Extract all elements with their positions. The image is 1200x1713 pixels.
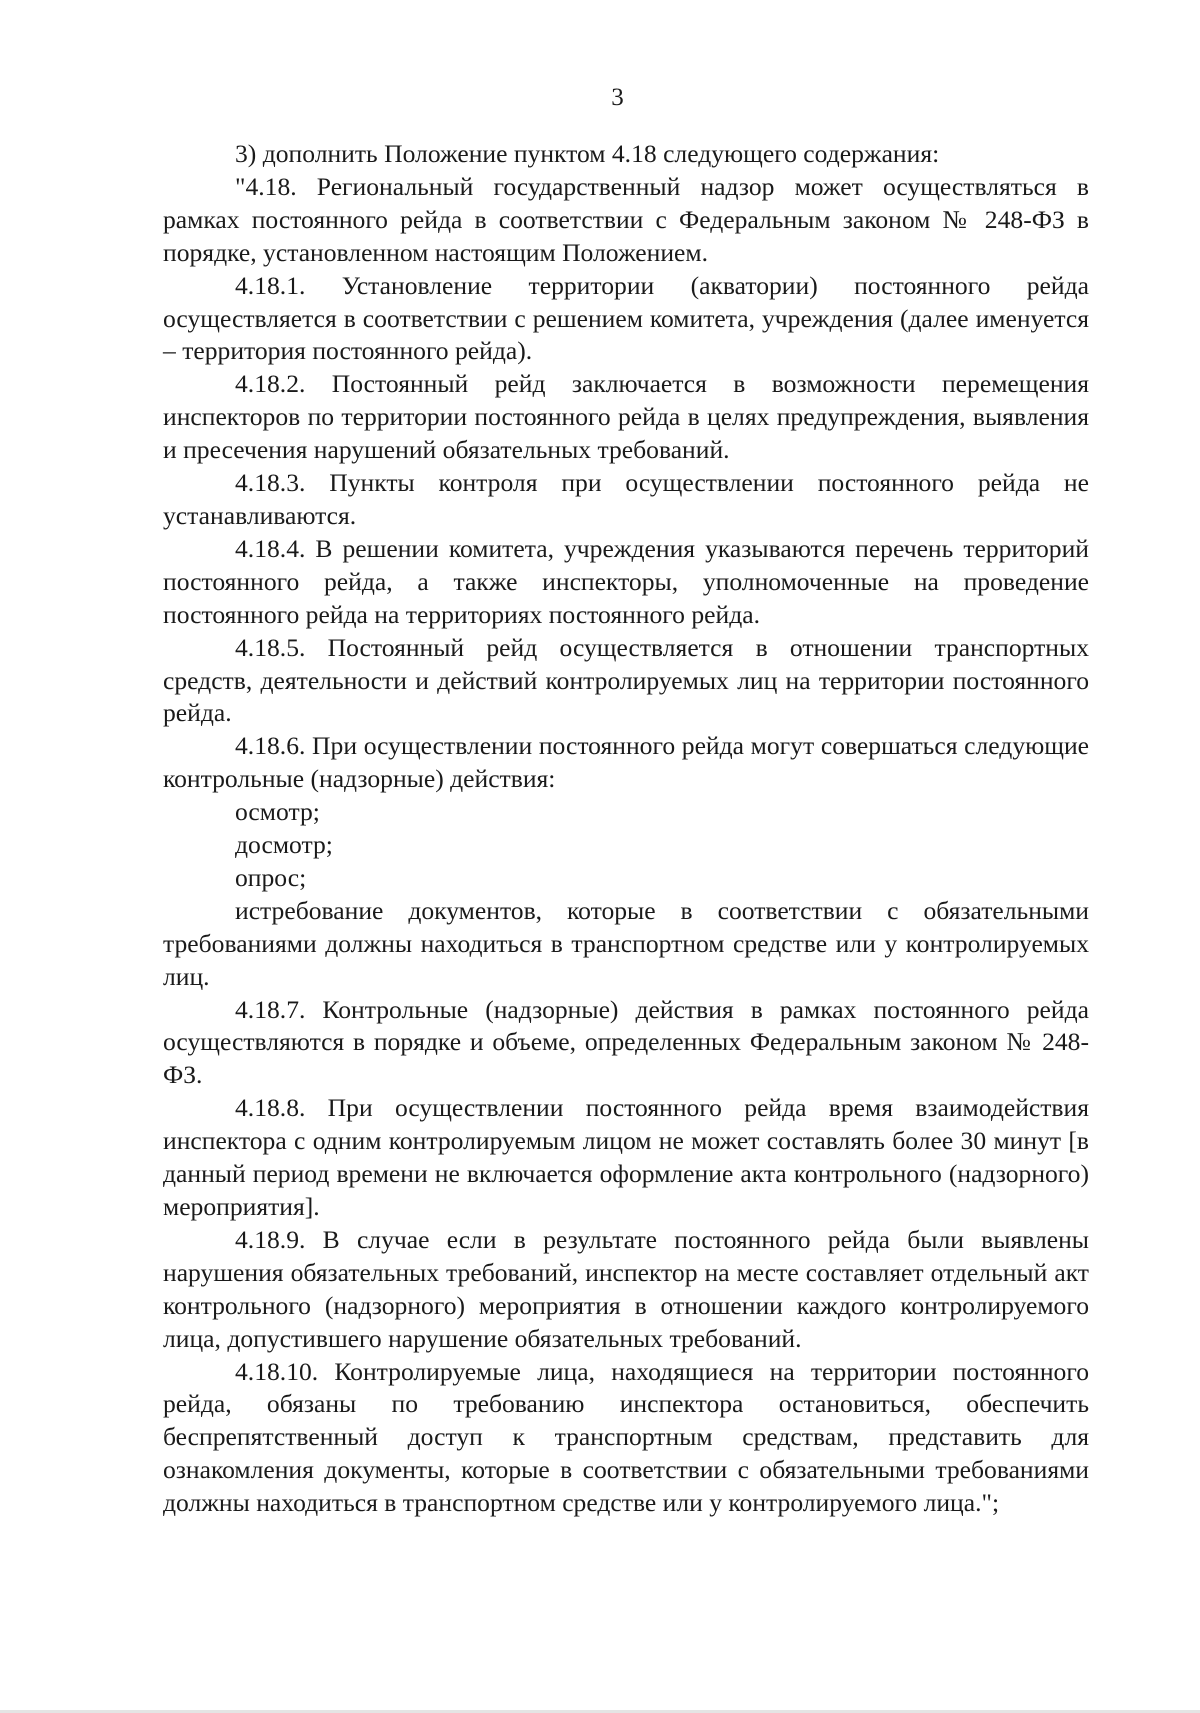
paragraph-4-18-1: 4.18.1. Установление территории (акватории) постоянного рейда осуществляется в соответствии с решением комитета, учреждения (далее именуется – территория постоянного рейда).	[163, 270, 1089, 366]
page-number: 3	[611, 84, 624, 111]
list-item-document-request: истребование документов, которые в соответствии с обязательными требованиями должны находиться в транспортном средстве или у контролируемых лиц.	[163, 895, 1089, 991]
paragraph-4-18-3: 4.18.3. Пункты контроля при осуществлении постоянного рейда не устанавливаются.	[163, 468, 1089, 530]
list-item-inspection: осмотр;	[235, 797, 320, 827]
paragraph-4-18-8: 4.18.8. При осуществлении постоянного рейда время взаимодействия инспектора с одним контролируемым лицом не может составлять более 30 минут [в данный период времени не включается оформление акта контрольного (надзорного) мероприятия].	[163, 1093, 1089, 1221]
paragraph-amendment-intro: 3) дополнить Положение пунктом 4.18 следующего содержания:	[235, 139, 940, 168]
paragraph-4-18-9: 4.18.9. В случае если в результате постоянного рейда были выявлены нарушения обязательных требований, инспектор на месте составляет отдельный акт контрольного (надзорного) мероприятия в отношении каждого контролируемого лица, допустившего нарушение обязательных требований.	[163, 1224, 1089, 1353]
paragraph-4-18-2: 4.18.2. Постоянный рейд заключается в возможности перемещения инспекторов по территории постоянного рейда в целях предупреждения, выявления и пресечения нарушений обязательных требований.	[163, 369, 1089, 465]
paragraph-4-18-6: 4.18.6. При осуществлении постоянного рейда могут совершаться следующие контрольные (надзорные) действия:	[163, 731, 1089, 794]
paragraph-4-18-4: 4.18.4. В решении комитета, учреждения указываются перечень территорий постоянного рейда, а также инспекторы, уполномоченные на проведение постоянного рейда на территориях постоянного рейда.	[163, 533, 1089, 629]
list-item-search: досмотр;	[235, 830, 333, 860]
document-body	[163, 138, 1089, 1520]
paragraph-4-18-10: 4.18.10. Контролируемые лица, находящиеся на территории постоянного рейда, обязаны по требованию инспектора остановиться, обеспечить беспрепятственный доступ к транспортным средствам, представить для ознакомления документы, которые в соответствии с обязательными требованиями должны находиться в транспортном средстве или у контролируемого лица.";	[163, 1356, 1089, 1518]
paragraph-4-18-7: 4.18.7. Контрольные (надзорные) действия в рамках постоянного рейда осуществляются в порядке и объеме, определенных Федеральным законом № 248-ФЗ.	[163, 994, 1089, 1090]
paragraph-4-18-5: 4.18.5. Постоянный рейд осуществляется в отношении транспортных средств, деятельности и действий контролируемых лиц на территории постоянного рейда.	[163, 632, 1089, 728]
paragraph-4-18: "4.18. Региональный государственный надзор может осуществляться в рамках постоянного рейда в соответствии с Федеральным законом № 248-ФЗ в порядке, установленном настоящим Положением.	[163, 171, 1089, 267]
list-item-interview: опрос;	[235, 862, 307, 892]
